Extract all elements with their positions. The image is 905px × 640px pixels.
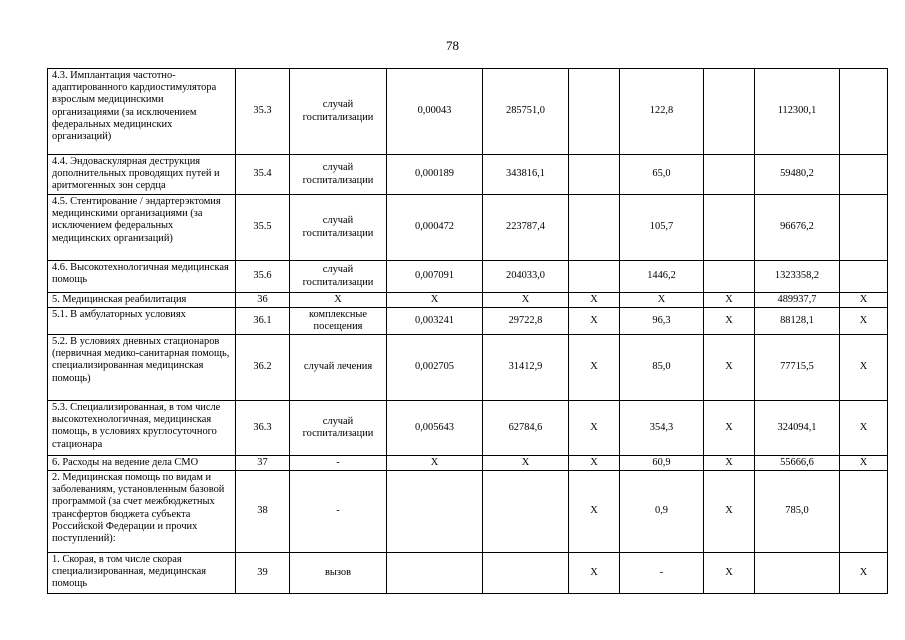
row-total-cell: 88128,1 xyxy=(755,308,840,335)
row-col8-cell: Х xyxy=(704,553,755,594)
row-unit-cell: вызов xyxy=(290,553,387,594)
row-col10-cell: Х xyxy=(840,553,888,594)
row-norm-cell: 0,002705 xyxy=(387,335,483,401)
row-norm-cell xyxy=(387,553,483,594)
table-row xyxy=(48,401,888,456)
row-col8-cell: Х xyxy=(704,293,755,308)
row-norm-cell: 0,003241 xyxy=(387,308,483,335)
row-code-cell: 35.4 xyxy=(236,155,290,195)
row-name-cell: 1. Скорая, в том числе скорая специализированная, медицинская помощь xyxy=(48,553,236,594)
row-total-cell: 96676,2 xyxy=(755,195,840,261)
row-per-capita-cell: 105,7 xyxy=(620,195,704,261)
row-cost-cell xyxy=(483,471,569,553)
row-unit-cell: случай госпитализации xyxy=(290,155,387,195)
row-col10-cell xyxy=(840,195,888,261)
row-cost-cell: 343816,1 xyxy=(483,155,569,195)
row-code-cell: 35.6 xyxy=(236,261,290,293)
table-row xyxy=(48,471,888,553)
row-unit-cell: случай госпитализации xyxy=(290,69,387,155)
row-code-cell: 37 xyxy=(236,456,290,471)
row-total-cell xyxy=(755,553,840,594)
row-total-cell: 59480,2 xyxy=(755,155,840,195)
row-col10-cell: Х xyxy=(840,401,888,456)
table-row xyxy=(48,195,888,261)
row-total-cell: 55666,6 xyxy=(755,456,840,471)
row-name-cell: 4.5. Стентирование / эндартерэктомия медицинскими организациями (за исключением федеральных медицинских организаций) xyxy=(48,195,236,261)
row-col8-cell xyxy=(704,155,755,195)
row-cost-cell: 29722,8 xyxy=(483,308,569,335)
row-col8-cell xyxy=(704,261,755,293)
row-col10-cell xyxy=(840,471,888,553)
row-norm-cell: 0,005643 xyxy=(387,401,483,456)
row-col8-cell xyxy=(704,69,755,155)
row-name-cell: 6. Расходы на ведение дела СМО xyxy=(48,456,236,471)
row-per-capita-cell: 1446,2 xyxy=(620,261,704,293)
row-col6-cell: Х xyxy=(569,293,620,308)
row-name-cell: 4.4. Эндоваскулярная деструкция дополнительных проводящих путей и аритмогенных зон сердца xyxy=(48,155,236,195)
row-name-cell: 5.2. В условиях дневных стационаров (первичная медико-санитарная помощь, специализированная медицинская помощь) xyxy=(48,335,236,401)
table-row xyxy=(48,69,888,155)
table-row xyxy=(48,553,888,594)
row-col10-cell: Х xyxy=(840,456,888,471)
row-col8-cell: Х xyxy=(704,335,755,401)
row-total-cell: 112300,1 xyxy=(755,69,840,155)
row-unit-cell: случай госпитализации xyxy=(290,401,387,456)
row-per-capita-cell: 65,0 xyxy=(620,155,704,195)
row-per-capita-cell: 122,8 xyxy=(620,69,704,155)
row-col10-cell xyxy=(840,155,888,195)
row-name-cell: 4.6. Высокотехнологичная медицинская помощь xyxy=(48,261,236,293)
row-cost-cell xyxy=(483,553,569,594)
row-col10-cell xyxy=(840,261,888,293)
row-cost-cell: 204033,0 xyxy=(483,261,569,293)
row-total-cell: 785,0 xyxy=(755,471,840,553)
table-row xyxy=(48,456,888,471)
row-unit-cell: Х xyxy=(290,293,387,308)
row-col6-cell: Х xyxy=(569,553,620,594)
row-col10-cell xyxy=(840,69,888,155)
row-name-cell: 5.3. Специализированная, в том числе высокотехнологичная, медицинская помощь, в условиях круглосуточного стационара xyxy=(48,401,236,456)
row-col6-cell xyxy=(569,69,620,155)
row-col8-cell: Х xyxy=(704,456,755,471)
row-unit-cell: комплексные посещения xyxy=(290,308,387,335)
row-col6-cell: Х xyxy=(569,456,620,471)
row-total-cell: 1323358,2 xyxy=(755,261,840,293)
row-norm-cell: 0,000189 xyxy=(387,155,483,195)
table-row xyxy=(48,155,888,195)
row-code-cell: 39 xyxy=(236,553,290,594)
row-unit-cell: - xyxy=(290,471,387,553)
row-col6-cell: Х xyxy=(569,401,620,456)
row-per-capita-cell: 60,9 xyxy=(620,456,704,471)
row-cost-cell: 62784,6 xyxy=(483,401,569,456)
row-unit-cell: случай лечения xyxy=(290,335,387,401)
row-code-cell: 36.3 xyxy=(236,401,290,456)
table-row xyxy=(48,308,888,335)
row-col6-cell xyxy=(569,155,620,195)
row-col10-cell: Х xyxy=(840,308,888,335)
row-col6-cell: Х xyxy=(569,308,620,335)
row-col6-cell xyxy=(569,261,620,293)
row-code-cell: 36.1 xyxy=(236,308,290,335)
row-col8-cell: Х xyxy=(704,471,755,553)
row-col6-cell: Х xyxy=(569,471,620,553)
row-col10-cell: Х xyxy=(840,335,888,401)
table-row xyxy=(48,293,888,308)
row-cost-cell: Х xyxy=(483,456,569,471)
row-per-capita-cell: 96,3 xyxy=(620,308,704,335)
row-code-cell: 35.3 xyxy=(236,69,290,155)
row-unit-cell: случай госпитализации xyxy=(290,195,387,261)
row-norm-cell: 0,000472 xyxy=(387,195,483,261)
row-per-capita-cell: - xyxy=(620,553,704,594)
row-cost-cell: Х xyxy=(483,293,569,308)
tariff-table xyxy=(47,68,888,594)
row-col6-cell: Х xyxy=(569,335,620,401)
row-col8-cell: Х xyxy=(704,308,755,335)
row-cost-cell: 285751,0 xyxy=(483,69,569,155)
row-code-cell: 36.2 xyxy=(236,335,290,401)
row-per-capita-cell: Х xyxy=(620,293,704,308)
row-norm-cell: Х xyxy=(387,293,483,308)
row-norm-cell xyxy=(387,471,483,553)
row-per-capita-cell: 354,3 xyxy=(620,401,704,456)
row-name-cell: 5.1. В амбулаторных условиях xyxy=(48,308,236,335)
row-col10-cell: Х xyxy=(840,293,888,308)
row-per-capita-cell: 0,9 xyxy=(620,471,704,553)
row-code-cell: 36 xyxy=(236,293,290,308)
row-norm-cell: Х xyxy=(387,456,483,471)
row-col8-cell xyxy=(704,195,755,261)
page-number: 78 xyxy=(446,38,459,53)
table-row xyxy=(48,261,888,293)
row-total-cell: 489937,7 xyxy=(755,293,840,308)
row-col6-cell xyxy=(569,195,620,261)
row-name-cell: 5. Медицинская реабилитация xyxy=(48,293,236,308)
row-code-cell: 38 xyxy=(236,471,290,553)
row-name-cell: 2. Медицинская помощь по видам и заболеваниям, установленным базовой программой (за счет межбюджетных трансфертов бюджета субъекта Российской Федерации и прочих поступлений): xyxy=(48,471,236,553)
row-unit-cell: случай госпитализации xyxy=(290,261,387,293)
row-cost-cell: 223787,4 xyxy=(483,195,569,261)
row-name-cell: 4.3. Имплантация частотно-адаптированного кардиостимулятора взрослым медицинскими организациями (за исключением федеральных медицинских организаций) xyxy=(48,69,236,155)
row-total-cell: 324094,1 xyxy=(755,401,840,456)
table-row xyxy=(48,335,888,401)
row-code-cell: 35.5 xyxy=(236,195,290,261)
row-cost-cell: 31412,9 xyxy=(483,335,569,401)
row-unit-cell: - xyxy=(290,456,387,471)
row-norm-cell: 0,00043 xyxy=(387,69,483,155)
row-col8-cell: Х xyxy=(704,401,755,456)
row-per-capita-cell: 85,0 xyxy=(620,335,704,401)
row-total-cell: 77715,5 xyxy=(755,335,840,401)
row-norm-cell: 0,007091 xyxy=(387,261,483,293)
